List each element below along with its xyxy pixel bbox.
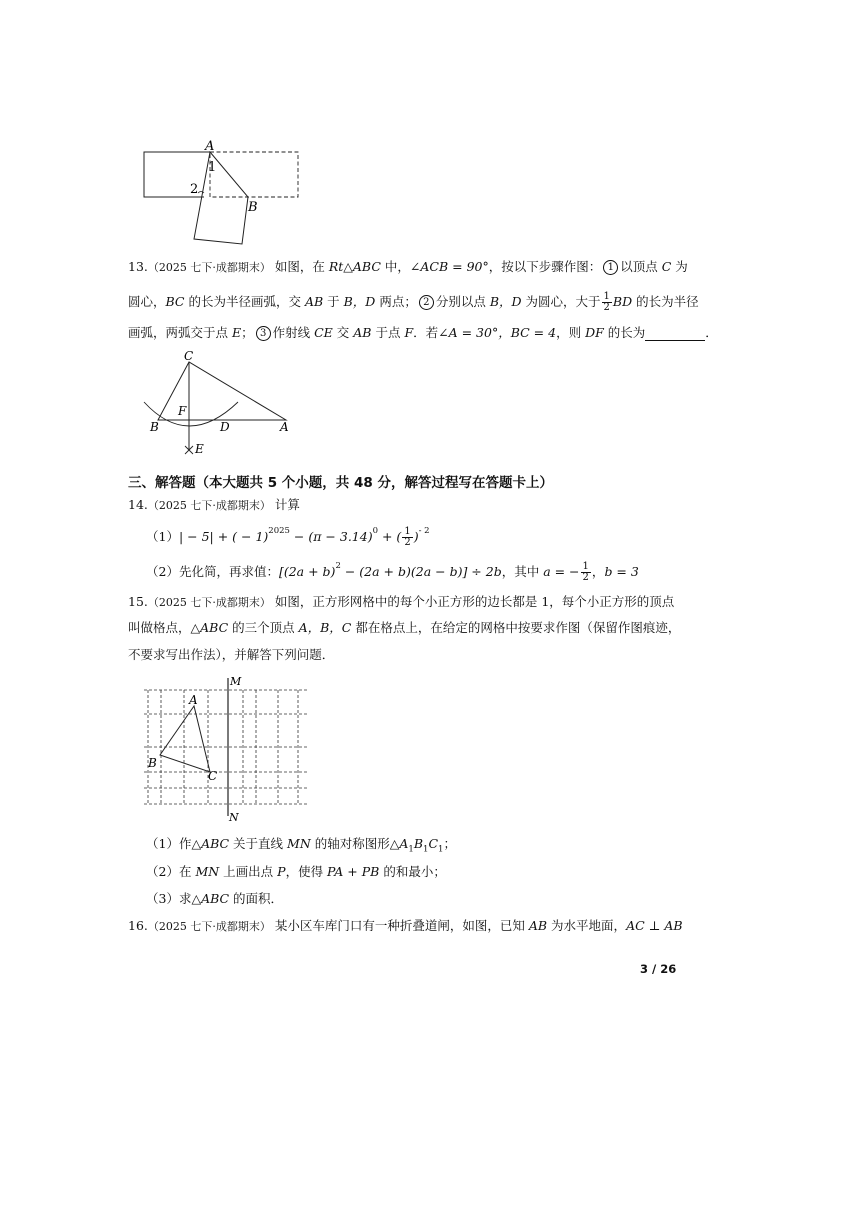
label-C: C [208, 769, 218, 783]
q13-line3: 画弧，两弧交于点 E； 3 作射线 CE 交 AB 于点 F．若∠A = 30°，BC = 4，则 DF 的长为 ． [128, 325, 718, 340]
folded-square [194, 152, 248, 244]
label-B: B [148, 756, 157, 770]
answer-blank [645, 328, 705, 341]
label-C: C [184, 350, 194, 363]
q13-line2: 圆心，BC 的长为半径画弧，交 AB 于 B，D 两点； 2 分别以点 B，D 为圆心，大于 $\frac{1}{2}$ BD 的长为半径 [128, 291, 699, 313]
fraction-half: $\frac{1}{2}$ [404, 526, 411, 548]
q14-part1: （1）| − 5| + ( − $1)^{2025} - (\pi - 3.14)^0$ + ( $\frac{1}{2}$ )$^{- 2}$ [146, 526, 430, 548]
section-heading: 三、解答题（本大题共 5 个小题，共 48 分，解答过程写在答题卡上） [128, 475, 553, 491]
label-A: A [189, 693, 198, 707]
q14-part2: （2）先化简，再求值：$[(2a + b)^2 - (2a + b)(2a - b)] \div 2b$，其中 a = − $\frac{1}{2}$ ，b = 3 [146, 561, 639, 583]
q15-line1: 15.（2025 七下·成都期末） 如图，正方形网格中的每个小正方形的边长都是 1，每个小正方形的顶点 [128, 594, 675, 609]
label-A: A [280, 420, 289, 434]
label-M: M [230, 675, 242, 688]
q15-line2: 叫做格点，△ABC 的三个顶点 A，B，C 都在格点上，在给定的网格中按要求作图（保留作图痕迹， [128, 620, 681, 635]
q15-sub3: （3）求△ABC 的面积． [146, 891, 284, 906]
label-N: N [229, 811, 239, 824]
circled-3: 3 [256, 326, 271, 341]
label-B: B [248, 200, 258, 215]
label-2: 2 [190, 182, 199, 197]
fraction-half: $\frac{1}{2}$ [582, 561, 589, 583]
label-E: E [195, 442, 204, 456]
figure-q15 [138, 672, 313, 824]
triangle-ABC [160, 706, 210, 772]
figure-q12 [138, 138, 308, 250]
q13-line1: 13.（2025 七下·成都期末） 如图，在 Rt△ABC 中，∠ACB = 90°，按以下步骤作图： 1 以顶点 C 为 [128, 259, 688, 274]
dashed-rectangle [210, 152, 298, 197]
q15-sub2: （2）在 MN 上画出点 P，使得 PA + PB 的和最小； [146, 864, 446, 879]
fraction-half: $\frac{1}{2}$ [603, 291, 610, 313]
q16-line1: 16.（2025 七下·成都期末） 某小区车库门口有一种折叠道闸，如图，已知 AB 为水平地面，AC ⊥ AB [128, 918, 683, 933]
label-B: B [150, 420, 159, 434]
circled-2: 2 [419, 295, 434, 310]
page-number: 3 / 26 [640, 962, 677, 976]
label-D: D [220, 420, 230, 434]
solid-rectangle-part [144, 152, 210, 197]
circled-1: 1 [603, 260, 618, 275]
q15-sub1: （1）作△ABC 关于直线 MN 的轴对称图形$\triangle A_1B_1C_1$； [146, 836, 456, 855]
label-A: A [205, 139, 215, 154]
figure-q13 [138, 350, 298, 462]
label-F: F [178, 404, 187, 418]
q14-title: 14.（2025 七下·成都期末） 计算 [128, 497, 300, 512]
q15-line3: 不要求写出作法），并解答下列问题． [128, 647, 335, 662]
label-1: 1 [208, 160, 217, 175]
